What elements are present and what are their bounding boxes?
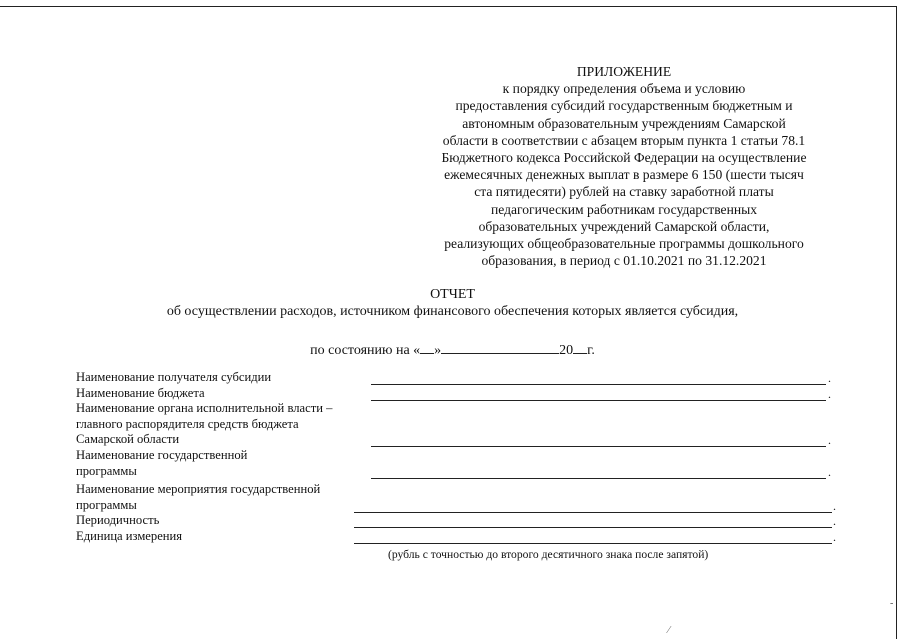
scan-speck: - <box>890 598 894 609</box>
field-end-dot: . <box>828 464 831 479</box>
report-title: ОТЧЕТ <box>430 287 475 302</box>
event-label-1: Наименование мероприятия государственной <box>76 482 321 497</box>
appendix-line: образования, в период с 01.10.2021 по 31.12.2021 <box>481 253 767 269</box>
appendix-line: предоставления субсидий государственным бюджетным и <box>455 98 793 114</box>
form-row-unit <box>76 529 876 545</box>
field-end-dot: . <box>828 433 831 448</box>
form-row-authority <box>76 401 876 448</box>
field-end-dot: . <box>828 371 831 385</box>
program-label-2: программы <box>76 463 137 478</box>
appendix-title: ПРИЛОЖЕНИЕ <box>576 64 672 79</box>
date-mid: » <box>434 343 442 358</box>
field-end-dot: . <box>833 499 836 514</box>
program-label-1: Наименование государственной <box>76 447 248 462</box>
recipient-label: Наименование получателя субсидии <box>76 370 272 384</box>
field-end-dot: . <box>833 529 836 544</box>
year-blank-field[interactable] <box>573 341 587 354</box>
event-label-2: программы <box>76 497 137 512</box>
program-field[interactable] <box>371 478 826 479</box>
form-row-budget <box>76 386 876 402</box>
authority-label-2: главного распорядителя средств бюджета <box>76 416 299 431</box>
page-border-top <box>0 6 897 7</box>
appendix-block <box>404 63 844 269</box>
form-row-periodicity <box>76 513 876 529</box>
date-prefix: по состоянию на « <box>310 343 421 358</box>
date-year: 20 <box>559 343 574 358</box>
page-border-right <box>896 6 897 639</box>
appendix-line: педагогическим работникам государственных <box>490 201 758 217</box>
appendix-line: ежемесячных денежных выплат в размере 6 150 (шести тысяч <box>444 167 804 183</box>
periodicity-label: Периодичность <box>76 513 160 528</box>
scan-speck: ⁄ <box>668 625 670 636</box>
field-end-dot: . <box>828 386 831 401</box>
report-date-line <box>0 341 905 359</box>
appendix-line: Бюджетного кодекса Российской Федерации на осуществление <box>441 150 807 166</box>
report-form <box>76 370 876 545</box>
unit-label: Единица измерения <box>76 528 183 543</box>
month-blank-field[interactable] <box>441 341 559 354</box>
appendix-line: автономным образовательным учреждениям Самарской <box>462 115 786 131</box>
appendix-line: образовательных учреждений Самарской области, <box>478 218 770 234</box>
form-row-recipient <box>76 370 876 386</box>
report-subtitle: об осуществлении расходов, источником финансового обеспечения которых является субсидия, <box>166 304 739 319</box>
appendix-line: к порядку определения объема и условию <box>502 81 746 97</box>
appendix-line: ста пятидесяти) рублей на ставку заработной платы <box>474 184 774 200</box>
date-suffix: г. <box>587 343 595 358</box>
form-row-program <box>76 448 876 479</box>
appendix-line: области в соответствии с абзацем вторым пункта 1 статьи 78.1 <box>442 132 806 148</box>
authority-label-3: Самарской области <box>76 432 180 447</box>
unit-field[interactable] <box>354 543 832 544</box>
appendix-line: реализующих общеобразовательные программы дошкольного <box>444 236 804 252</box>
unit-note: (рубль с точностью до второго десятичного знака после запятой) <box>388 548 709 561</box>
budget-label: Наименование бюджета <box>76 385 205 400</box>
field-end-dot: . <box>833 514 836 529</box>
day-blank-field[interactable] <box>420 341 434 354</box>
form-row-event <box>76 482 876 513</box>
authority-label-1: Наименование органа исполнительной власти – <box>76 401 333 416</box>
